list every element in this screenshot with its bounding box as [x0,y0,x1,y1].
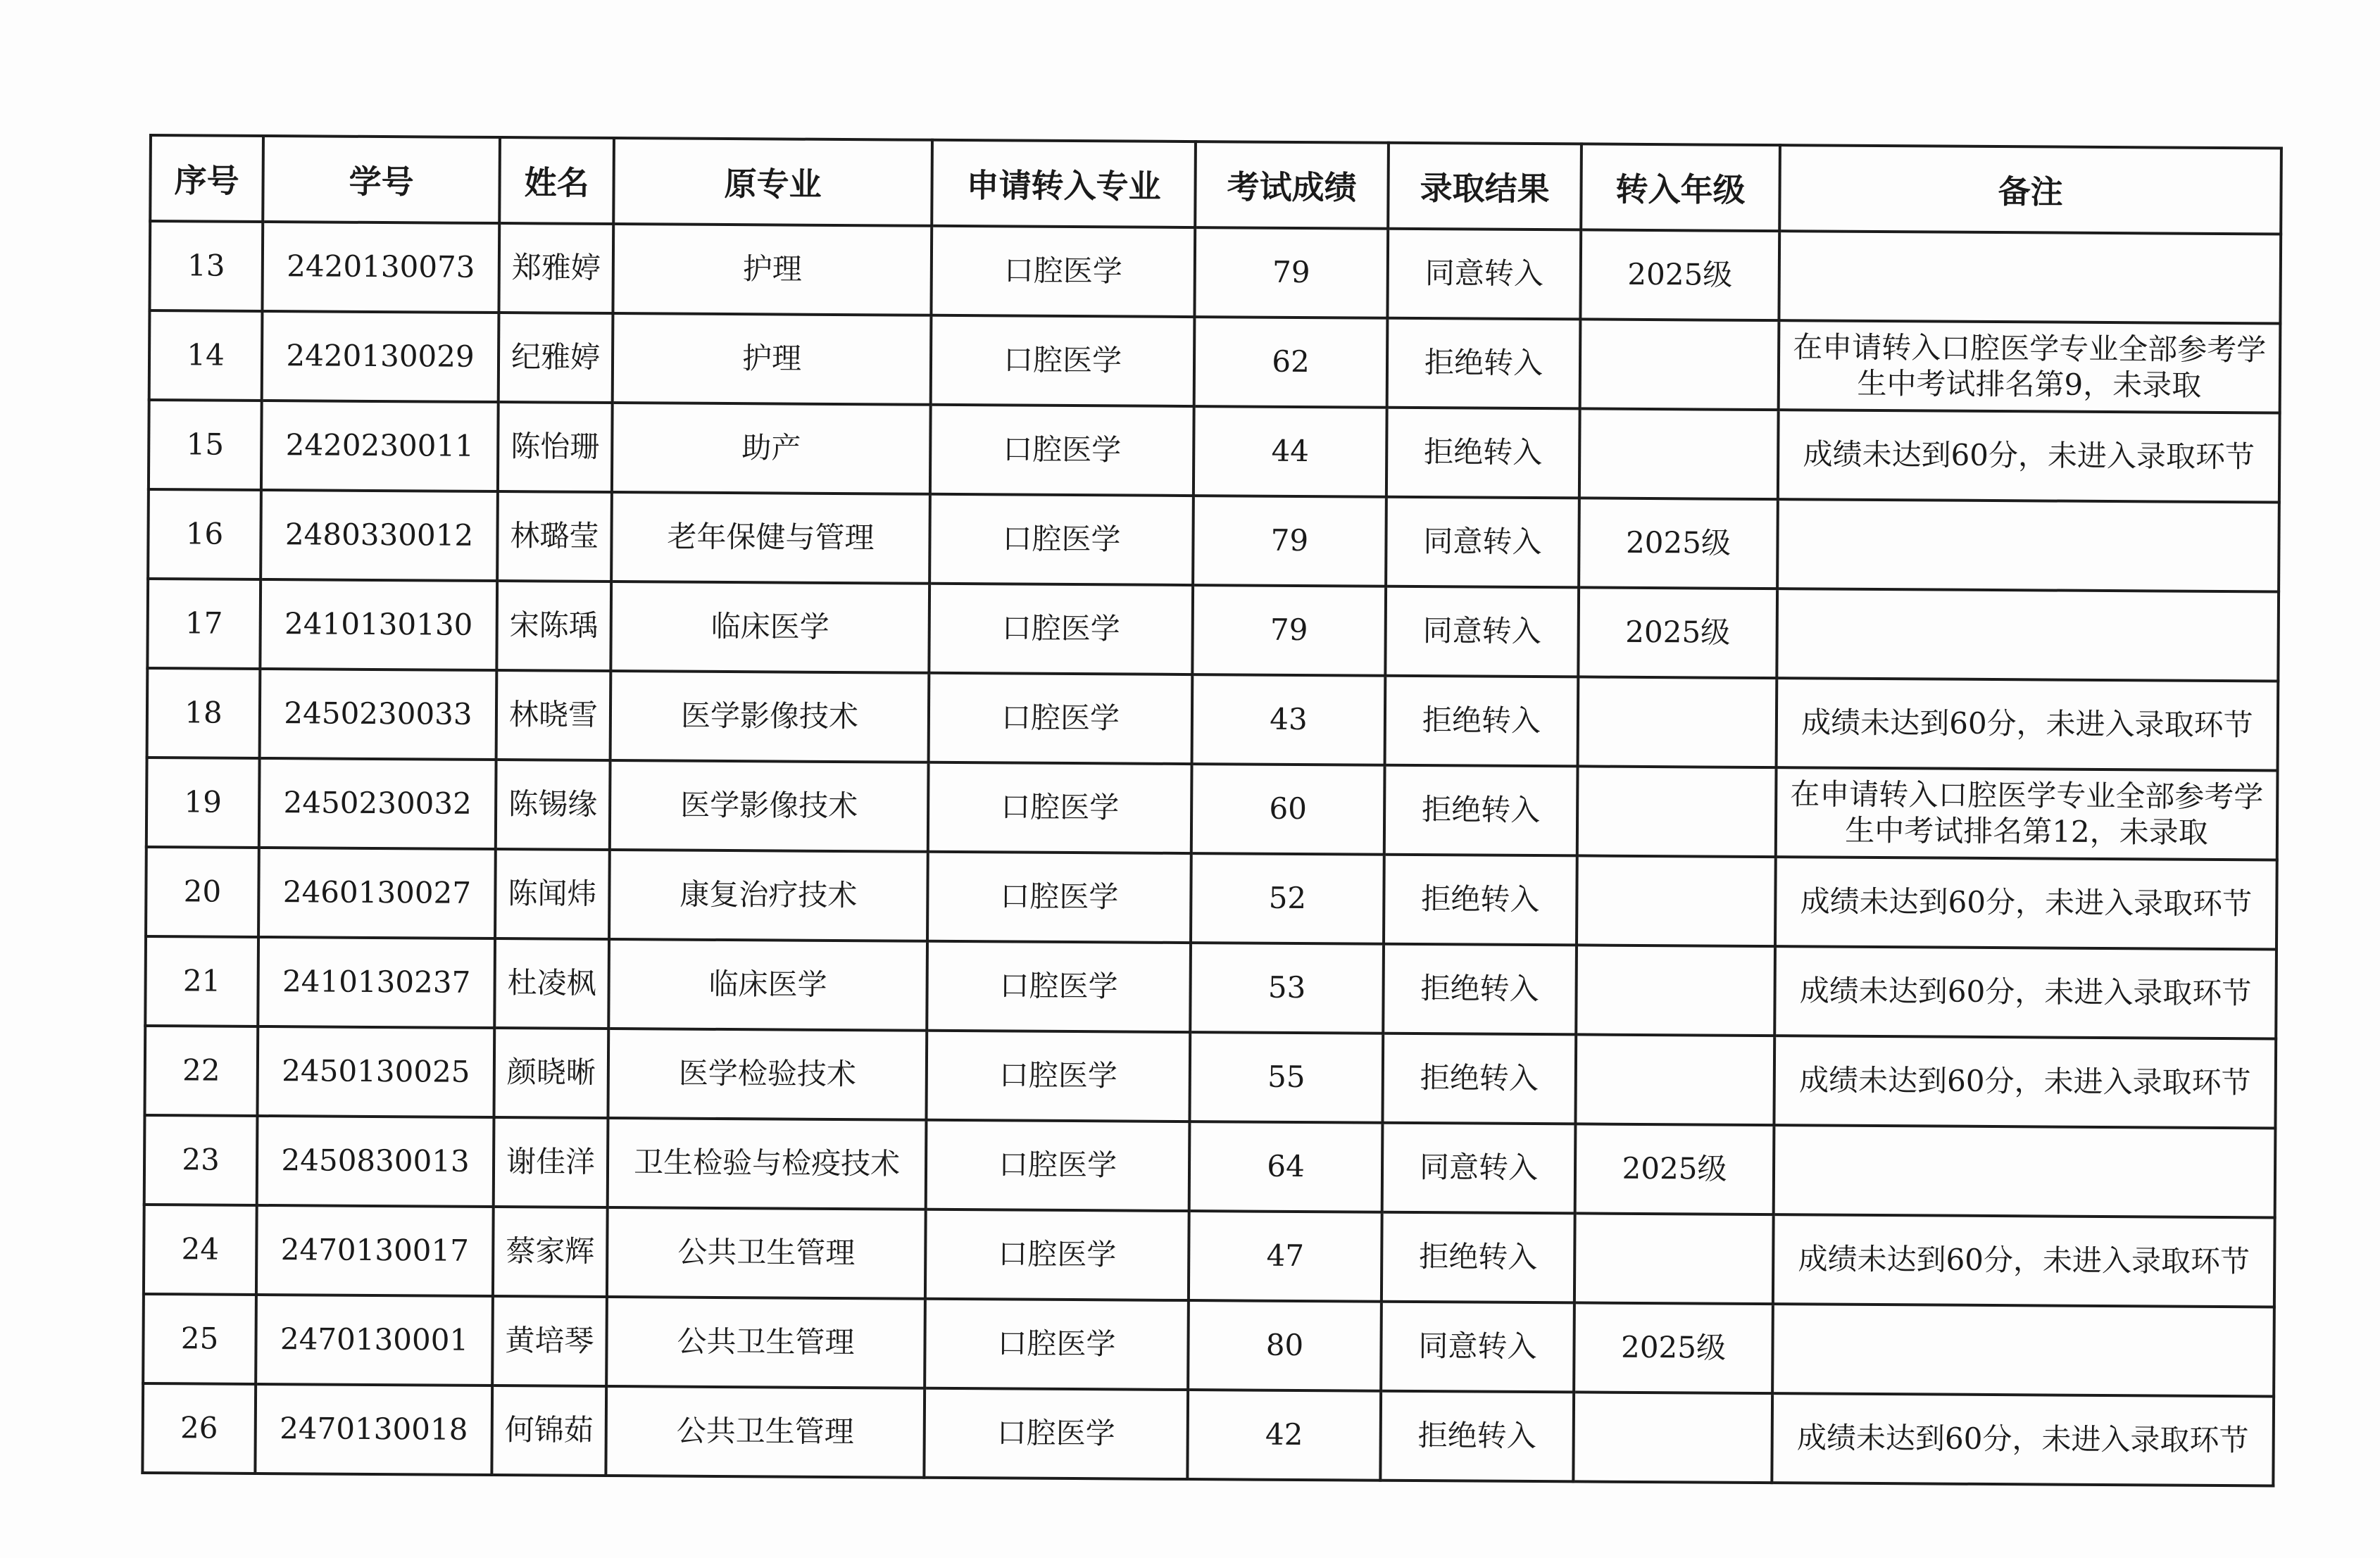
table-row [149,310,2281,413]
exam-score-cell: 79 [1194,227,1388,318]
target-major-cell: 口腔医学 [925,1210,1189,1300]
header-grade: 转入年级 [1581,144,1780,231]
grade-cell [1579,408,1779,499]
exam-score-cell: 52 [1191,853,1384,944]
remarks-text: 在申请转入口腔医学专业全部参考学生中考试排名第9，未录取 [1793,329,2267,403]
original-major-cell: 医学检验技术 [608,1029,927,1120]
exam-score-cell: 53 [1190,943,1384,1034]
grade-cell [1577,766,1777,857]
exam-score-cell: 47 [1189,1211,1382,1302]
name-cell: 林璐莹 [497,491,612,582]
exam-score-cell: 42 [1187,1390,1381,1481]
grade-cell [1578,677,1777,767]
table-row [142,1383,2274,1485]
seq-cell: 21 [145,936,258,1026]
table-body [142,221,2281,1485]
header-seq: 序号 [150,135,263,222]
original-major-cell: 临床医学 [608,939,927,1031]
admission-result-cell: 拒绝转入 [1382,1212,1575,1303]
remarks-cell [1778,410,2280,502]
remarks-text [1783,634,2273,636]
admission-result-cell: 拒绝转入 [1384,765,1578,856]
seq-cell: 14 [149,310,263,401]
table-row [149,400,2280,502]
name-cell: 宋陈瑀 [496,581,611,671]
student-id-cell: 2410130237 [258,937,495,1028]
exam-score-cell: 43 [1192,674,1386,765]
name-cell: 陈怡珊 [498,402,613,492]
name-cell: 何锦茹 [491,1386,606,1476]
student-id-cell: 2470130018 [255,1384,492,1475]
table-row [148,489,2279,591]
original-major-cell: 助产 [612,403,931,494]
remarks-text: 成绩未达到60分，未进入录取环节 [1800,884,2253,922]
student-id-cell: 2450230033 [260,669,497,760]
name-cell: 郑雅婷 [499,223,613,313]
student-id-cell: 2450130025 [257,1026,494,1117]
original-major-cell: 公共卫生管理 [607,1207,926,1299]
table-row [144,1205,2275,1307]
original-major-cell: 老年保健与管理 [611,492,930,584]
remarks-text [1779,1349,2269,1352]
table-row [145,936,2276,1038]
grade-cell: 2025级 [1578,587,1777,678]
transfer-results-table [141,134,2283,1487]
target-major-cell: 口腔医学 [929,584,1193,674]
seq-cell: 26 [142,1383,256,1474]
grade-cell: 2025级 [1574,1302,1773,1393]
admission-result-cell: 拒绝转入 [1387,318,1581,409]
admission-result-cell: 拒绝转入 [1385,676,1579,767]
target-major-cell: 口腔医学 [925,1299,1189,1390]
admission-result-cell: 拒绝转入 [1380,1391,1574,1482]
original-major-cell: 医学影像技术 [610,760,929,852]
target-major-cell: 口腔医学 [926,1120,1190,1211]
remarks-cell [1775,857,2277,949]
remarks-text: 成绩未达到60分，未进入录取环节 [1799,973,2252,1011]
remarks-cell [1773,1214,2275,1307]
name-cell: 陈锡缘 [496,760,610,850]
original-major-cell: 临床医学 [610,582,929,673]
name-cell: 林晓雪 [496,670,611,760]
remarks-text [1785,276,2275,279]
target-major-cell: 口腔医学 [930,405,1194,496]
exam-score-cell: 44 [1194,406,1387,497]
table-header-row [150,135,2281,234]
remarks-cell [1777,499,2279,591]
name-cell: 黄培琴 [492,1296,607,1386]
student-id-cell: 2460130027 [258,848,496,938]
name-cell: 陈闻炜 [495,849,610,939]
grade-cell: 2025级 [1579,498,1778,589]
target-major-cell: 口腔医学 [927,941,1191,1032]
name-cell: 颜晓晰 [494,1028,608,1118]
table-row [144,1026,2276,1128]
seq-cell: 13 [149,221,263,311]
target-major-cell: 口腔医学 [928,762,1192,853]
remarks-text: 成绩未达到60分，未进入录取环节 [1801,705,2253,743]
remarks-cell [1776,767,2278,860]
header-name: 姓名 [499,137,614,224]
header-exam-score: 考试成绩 [1195,142,1389,229]
seq-cell: 17 [147,579,261,669]
grade-cell [1573,1392,1772,1483]
target-major-cell: 口腔医学 [931,226,1195,317]
remarks-text: 在申请转入口腔医学专业全部参考学生中考试排名第12，未录取 [1790,777,2264,850]
header-original-major: 原专业 [613,138,932,226]
exam-score-cell: 64 [1189,1122,1383,1212]
admission-result-cell: 拒绝转入 [1383,944,1577,1035]
remarks-text: 成绩未达到60分，未进入录取环节 [1803,436,2255,475]
exam-score-cell: 79 [1192,585,1386,676]
remarks-text: 成绩未达到60分，未进入录取环节 [1798,1062,2251,1100]
table-row [146,758,2278,860]
student-id-cell: 2450830013 [257,1116,494,1207]
original-major-cell: 公共卫生管理 [606,1386,925,1478]
remarks-cell [1774,1036,2276,1128]
table-row [143,1294,2274,1396]
remarks-cell [1774,1125,2276,1217]
student-id-cell: 2420130029 [262,311,499,402]
student-id-cell: 2470130017 [256,1205,494,1296]
seq-cell: 25 [143,1294,256,1384]
seq-cell: 19 [146,758,260,848]
original-major-cell: 护理 [613,313,932,405]
target-major-cell: 口腔医学 [924,1388,1188,1479]
exam-score-cell: 60 [1191,764,1385,855]
name-cell: 谢佳洋 [494,1117,608,1207]
remarks-cell [1777,678,2279,770]
table-row [144,1115,2276,1217]
grade-cell [1577,855,1776,946]
admission-result-cell: 同意转入 [1382,1123,1576,1214]
admission-result-cell: 同意转入 [1385,586,1579,677]
table-row [149,221,2281,323]
header-admission-result: 录取结果 [1388,143,1582,230]
exam-score-cell: 80 [1188,1300,1382,1391]
original-major-cell: 医学影像技术 [610,671,929,762]
seq-cell: 20 [146,847,259,937]
original-major-cell: 护理 [613,224,932,315]
exam-score-cell: 55 [1189,1032,1383,1123]
grade-cell: 2025级 [1580,230,1779,320]
exam-score-cell: 62 [1194,317,1388,408]
remarks-text [1783,544,2273,547]
admission-result-cell: 同意转入 [1381,1302,1574,1393]
name-cell: 蔡家辉 [493,1207,608,1297]
remarks-text: 成绩未达到60分，未进入录取环节 [1796,1420,2249,1458]
name-cell: 纪雅婷 [499,313,613,403]
admission-result-cell: 拒绝转入 [1382,1034,1576,1124]
grade-cell [1576,945,1775,1036]
grade-cell: 2025级 [1575,1124,1774,1214]
seq-cell: 22 [144,1026,258,1116]
table-row [147,579,2279,681]
original-major-cell: 康复治疗技术 [609,850,928,941]
remarks-cell [1779,320,2281,413]
name-cell: 杜凌枫 [494,938,609,1029]
grade-cell [1575,1034,1774,1125]
remarks-cell [1779,231,2281,323]
exam-score-cell: 79 [1193,496,1386,586]
seq-cell: 16 [148,489,261,579]
grade-cell [1574,1213,1774,1304]
admission-result-cell: 同意转入 [1387,229,1581,320]
original-major-cell: 公共卫生管理 [606,1297,925,1388]
table-row [147,668,2279,770]
target-major-cell: 口腔医学 [931,315,1195,406]
admission-result-cell: 拒绝转入 [1384,855,1577,946]
header-remarks: 备注 [1779,145,2281,234]
student-id-cell: 2420130073 [262,222,499,313]
target-major-cell: 口腔医学 [926,1031,1190,1122]
grade-cell [1580,319,1779,410]
admission-result-cell: 拒绝转入 [1386,408,1580,498]
target-major-cell: 口腔医学 [929,494,1194,585]
remarks-cell [1772,1393,2274,1485]
header-student-id: 学号 [263,136,500,223]
student-id-cell: 2470130001 [256,1295,493,1386]
seq-cell: 15 [149,400,262,490]
student-id-cell: 2420230011 [261,401,499,491]
remarks-text: 成绩未达到60分，未进入录取环节 [1798,1241,2250,1279]
target-major-cell: 口腔医学 [927,852,1191,943]
student-id-cell: 2450230032 [259,758,496,849]
remarks-cell [1777,589,2279,681]
seq-cell: 23 [144,1115,258,1205]
remarks-cell [1772,1304,2274,1396]
student-id-cell: 2410130130 [260,579,497,670]
remarks-cell [1774,946,2276,1038]
remarks-text [1779,1170,2269,1173]
original-major-cell: 卫生检验与检疫技术 [608,1118,927,1210]
table-row [146,847,2277,949]
admission-result-cell: 同意转入 [1386,497,1579,588]
seq-cell: 24 [144,1205,257,1295]
header-target-major: 申请转入专业 [932,140,1196,227]
seq-cell: 18 [147,668,261,758]
target-major-cell: 口腔医学 [929,673,1193,764]
student-id-cell: 2480330012 [261,490,498,581]
